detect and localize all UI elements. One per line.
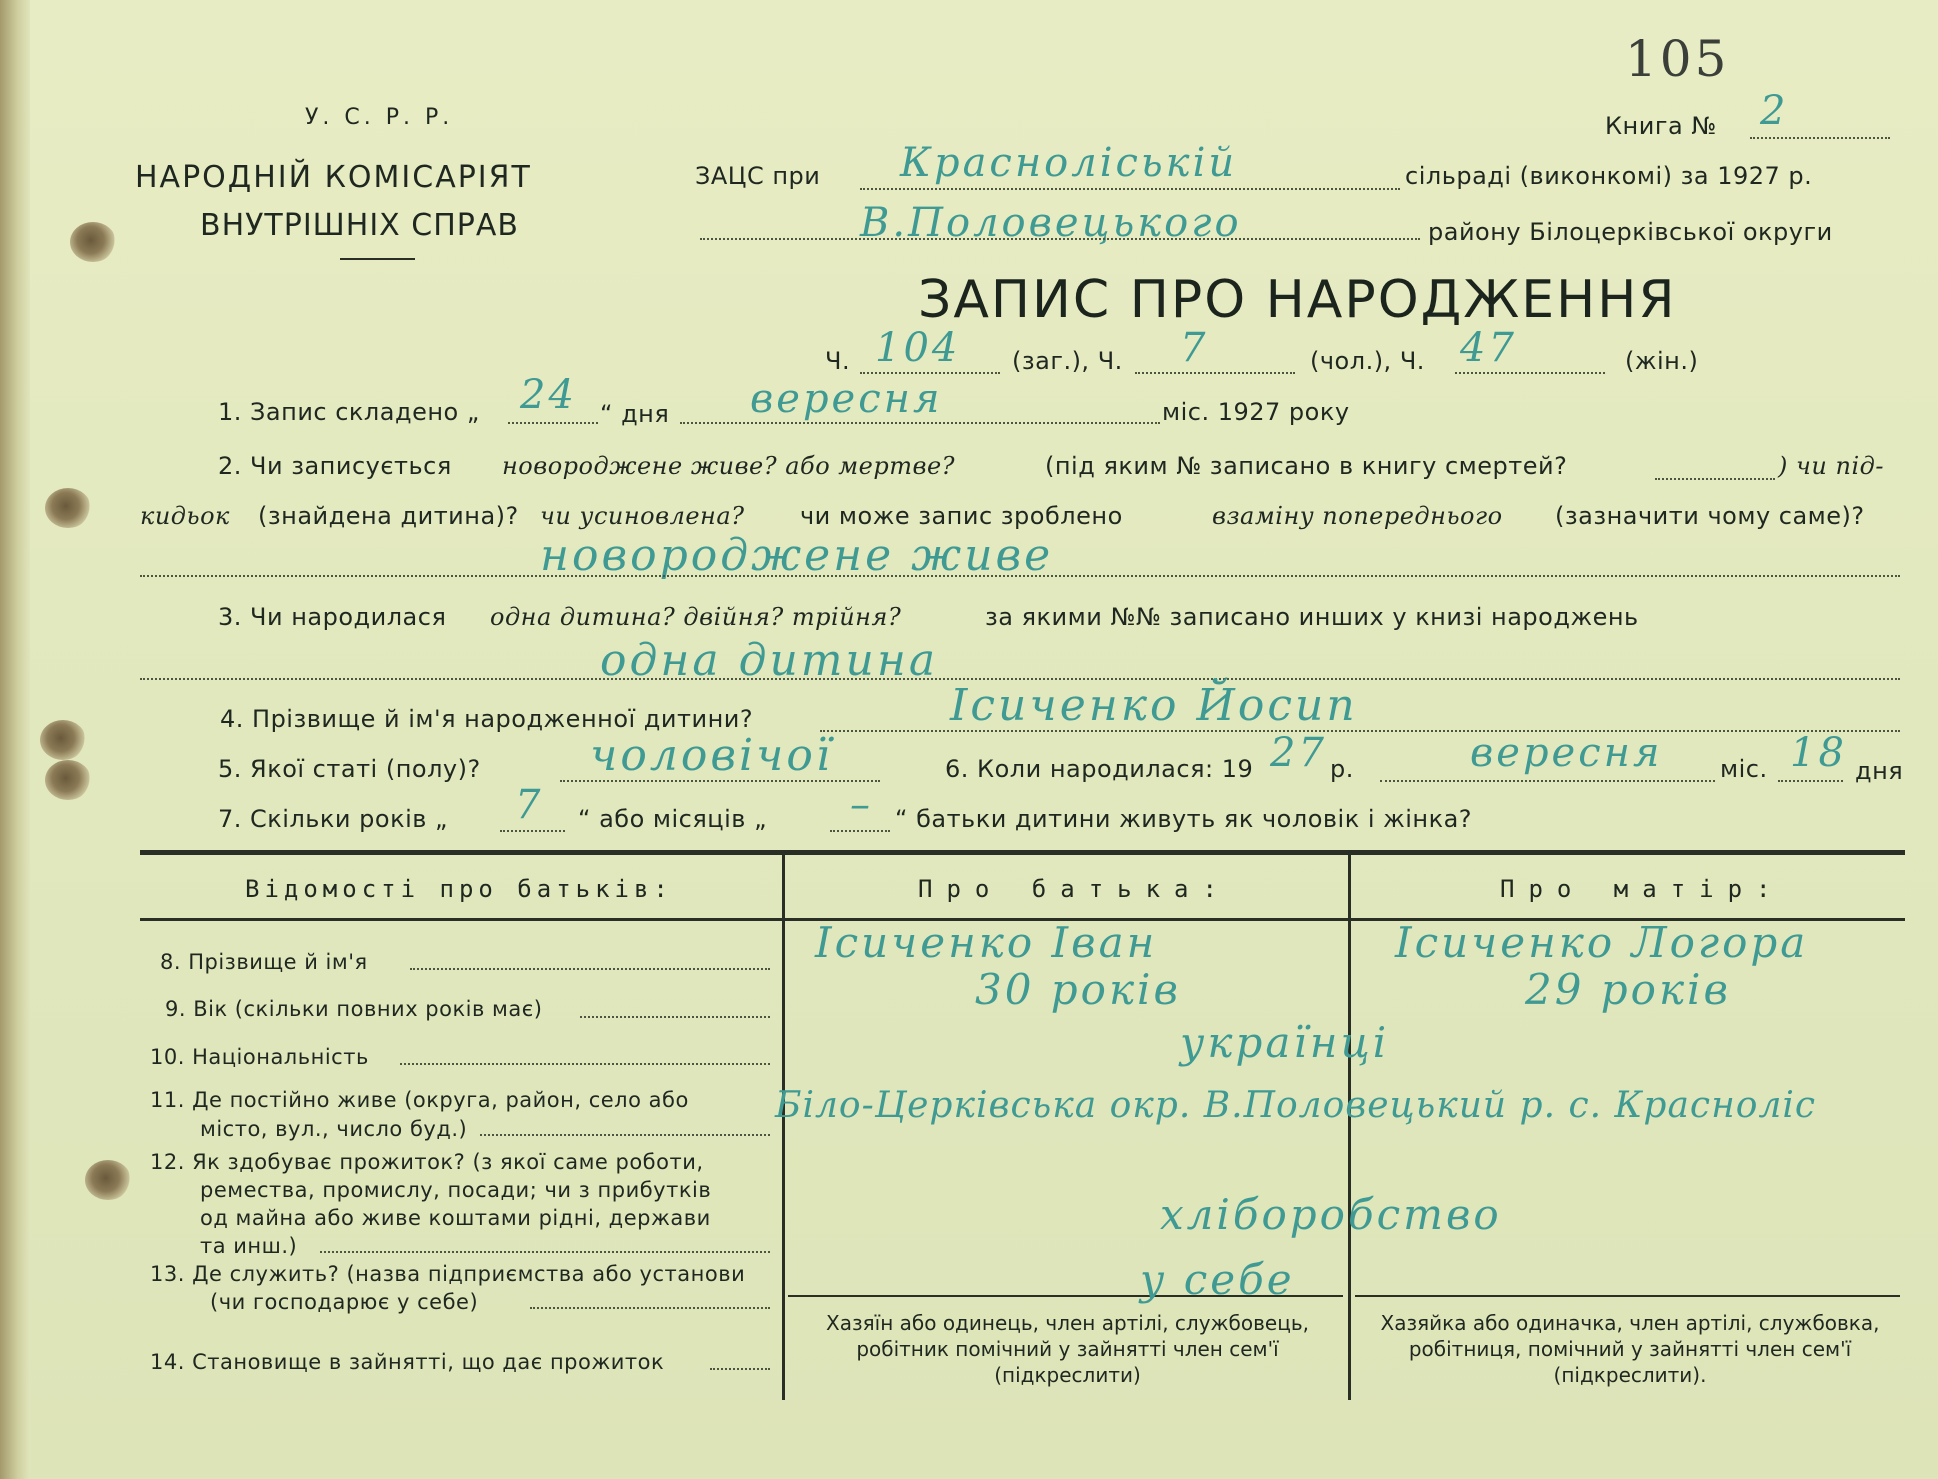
q2-found-child: (знайдена дитина)? (258, 502, 519, 530)
father-status-note: Хазяїн або одинець, член артілі, службовець, робітник помічний у зайнятті член сем'ї (підкреслити) (826, 1311, 1309, 1387)
book-number: 2 (1760, 88, 1789, 134)
leader-dots (320, 1251, 770, 1253)
fill-line (508, 422, 598, 424)
male-number: 7 (1180, 325, 1209, 371)
workplace: у себе (1140, 1255, 1295, 1304)
row9-label: 9. Вік (скільки повних років має) (165, 997, 543, 1021)
q6-year-suffix: р. (1330, 755, 1354, 783)
q3-answer: одна дитина (600, 635, 939, 686)
row12-label-line2: ремества, промислу, посади; чи з прибутків (200, 1178, 712, 1202)
q1-tail: міс. 1927 року (1162, 398, 1350, 426)
fill-line (1455, 372, 1605, 374)
q6-label: 6. Коли народилася: 19 (945, 755, 1254, 783)
leader-dots (410, 968, 770, 970)
q7-years: 7 (515, 782, 544, 828)
row11-label-line1: 11. Де постійно живе (округа, район, село або (150, 1088, 689, 1112)
male-label: (чол.), Ч. (1310, 347, 1425, 375)
q7-months: – (850, 782, 873, 828)
q6-year: 27 (1270, 730, 1327, 776)
q3-other-records: за якими №№ записано инших у книзі народжень (985, 603, 1639, 631)
ministry-line1: НАРОДНІЙ КОМІСАРІЯТ (135, 160, 532, 195)
q7-months-label: “ або місяців „ (578, 805, 767, 833)
column-divider (782, 855, 785, 1400)
q1-month: вересня (750, 376, 943, 422)
mother-age: 29 років (1525, 965, 1731, 1014)
q6-month: вересня (1470, 730, 1663, 776)
q4-answer: Ісиченко Йосип (950, 680, 1358, 731)
mother-name: Ісиченко Логора (1395, 918, 1809, 967)
zags-prefix: ЗАЦС при (695, 162, 821, 190)
fill-line (700, 238, 1420, 240)
q3-options: одна дитина? двійня? трійня? (490, 603, 902, 631)
total-label: (заг.), Ч. (1012, 347, 1123, 375)
row8-label: 8. Прізвище й ім'я (160, 950, 368, 974)
q2-options: новороджене живе? або мертве? (502, 452, 956, 480)
district-name: В.Половецького (860, 200, 1242, 246)
fill-line (860, 188, 1400, 190)
document-title: ЗАПИС ПРО НАРОДЖЕННЯ (918, 270, 1677, 330)
q6-month-suffix: міс. (1720, 755, 1768, 783)
table-header-mother: Про матір: (1500, 875, 1785, 903)
fill-line (560, 780, 880, 782)
leader-dots (480, 1134, 770, 1136)
note-rule (1355, 1295, 1900, 1297)
residence: Біло-Церківська окр. В.Половецький р. с. Красноліс (775, 1085, 1817, 1126)
row12-label-line1: 12. Як здобуває прожиток? (з якої саме роботи, (150, 1150, 704, 1174)
q2-adopted: чи усиновлена? (540, 502, 745, 530)
table-top-rule (140, 850, 1905, 855)
page-number: 105 (1625, 30, 1730, 88)
q2-death-ref: (під яким № записано в книгу смертей? (1045, 452, 1568, 480)
q5-answer: чоловічої (590, 730, 833, 781)
q3-label: 3. Чи народилася (218, 603, 447, 631)
leader-dots (530, 1307, 770, 1309)
fill-line (1750, 137, 1890, 139)
punch-hole (45, 760, 91, 800)
q2-replacement: взаміну попереднього (1212, 502, 1503, 530)
fill-line (500, 830, 565, 832)
punch-hole (70, 222, 116, 262)
q1-day-label: “ дня (600, 400, 670, 428)
number-label: Ч. (825, 347, 851, 375)
q4-label: 4. Прізвище й ім'я народженної дитини? (220, 705, 754, 733)
row10-label: 10. Національність (150, 1045, 369, 1069)
q7-label: 7. Скільки років „ (218, 805, 448, 833)
fill-line (680, 422, 1160, 424)
council-suffix: сільраді (виконкомі) за 1927 р. (1405, 162, 1813, 190)
table-header-parents: Відомості про батьків: (245, 875, 673, 903)
punch-hole (85, 1160, 131, 1200)
row11-label-line2: місто, вул., число буд.) (200, 1117, 468, 1141)
father-age: 30 років (975, 965, 1181, 1014)
divider (340, 258, 415, 260)
q2-record-made: чи може запис зроблено (800, 502, 1123, 530)
q1-label: 1. Запис складено „ (218, 398, 480, 426)
fill-line (140, 575, 1900, 577)
district-suffix: району Білоцерківської округи (1428, 218, 1833, 246)
nationality: українці (1180, 1018, 1390, 1067)
q7-tail: “ батьки дитини живуть як чоловік і жінка? (895, 805, 1473, 833)
republic-label: У. С. Р. Р. (305, 105, 454, 130)
column-divider (1348, 855, 1351, 1400)
binding-edge (0, 0, 30, 1479)
village-name: Красноліській (900, 140, 1238, 186)
punch-hole (40, 720, 86, 760)
q1-day: 24 (520, 372, 577, 418)
fill-line (860, 372, 1000, 374)
q2-foundling: кидьок (140, 502, 230, 530)
total-number: 104 (875, 325, 961, 371)
row13-label-line2: (чи господарює у себе) (210, 1290, 479, 1314)
mother-status-note: Хазяйка або одиначка, член артілі, службовка, робітниця, помічний у зайнятті член сем'ї (підкреслити). (1380, 1311, 1880, 1387)
q2-answer: новороджене живе (540, 530, 1054, 581)
q6-day-suffix: дня (1855, 757, 1904, 785)
fill-line (1778, 780, 1843, 782)
fill-line (1135, 372, 1295, 374)
table-header-father: Про батька: (918, 875, 1231, 903)
fill-line (1655, 478, 1775, 480)
father-name: Ісиченко Іван (815, 918, 1158, 967)
row13-label-line1: 13. Де служить? (назва підприємства або установи (150, 1262, 746, 1286)
row14-label: 14. Становище в зайнятті, що дає прожиток (150, 1350, 665, 1374)
q6-day: 18 (1790, 730, 1847, 776)
ministry-line2: ВНУТРІШНІХ СПРАВ (200, 208, 519, 243)
row12-label-line4: та инш.) (200, 1234, 298, 1258)
fill-line (830, 830, 890, 832)
leader-dots (400, 1063, 770, 1065)
punch-hole (45, 488, 91, 528)
fill-line (820, 730, 1900, 732)
q2-specify: (зазначити чому саме)? (1555, 502, 1865, 530)
q2-label: 2. Чи записується (218, 452, 452, 480)
q5-label: 5. Якої статі (полу)? (218, 755, 481, 783)
q2-line1-end: ) чи під- (1778, 452, 1884, 480)
female-number: 47 (1460, 325, 1517, 371)
fill-line (1380, 780, 1715, 782)
book-label: Книга № (1605, 112, 1717, 140)
female-label: (жін.) (1625, 347, 1699, 375)
occupation: хліборобство (1160, 1190, 1502, 1239)
row12-label-line3: од майна або живе коштами рідні, держави (200, 1206, 711, 1230)
leader-dots (580, 1016, 770, 1018)
leader-dots (710, 1368, 770, 1370)
